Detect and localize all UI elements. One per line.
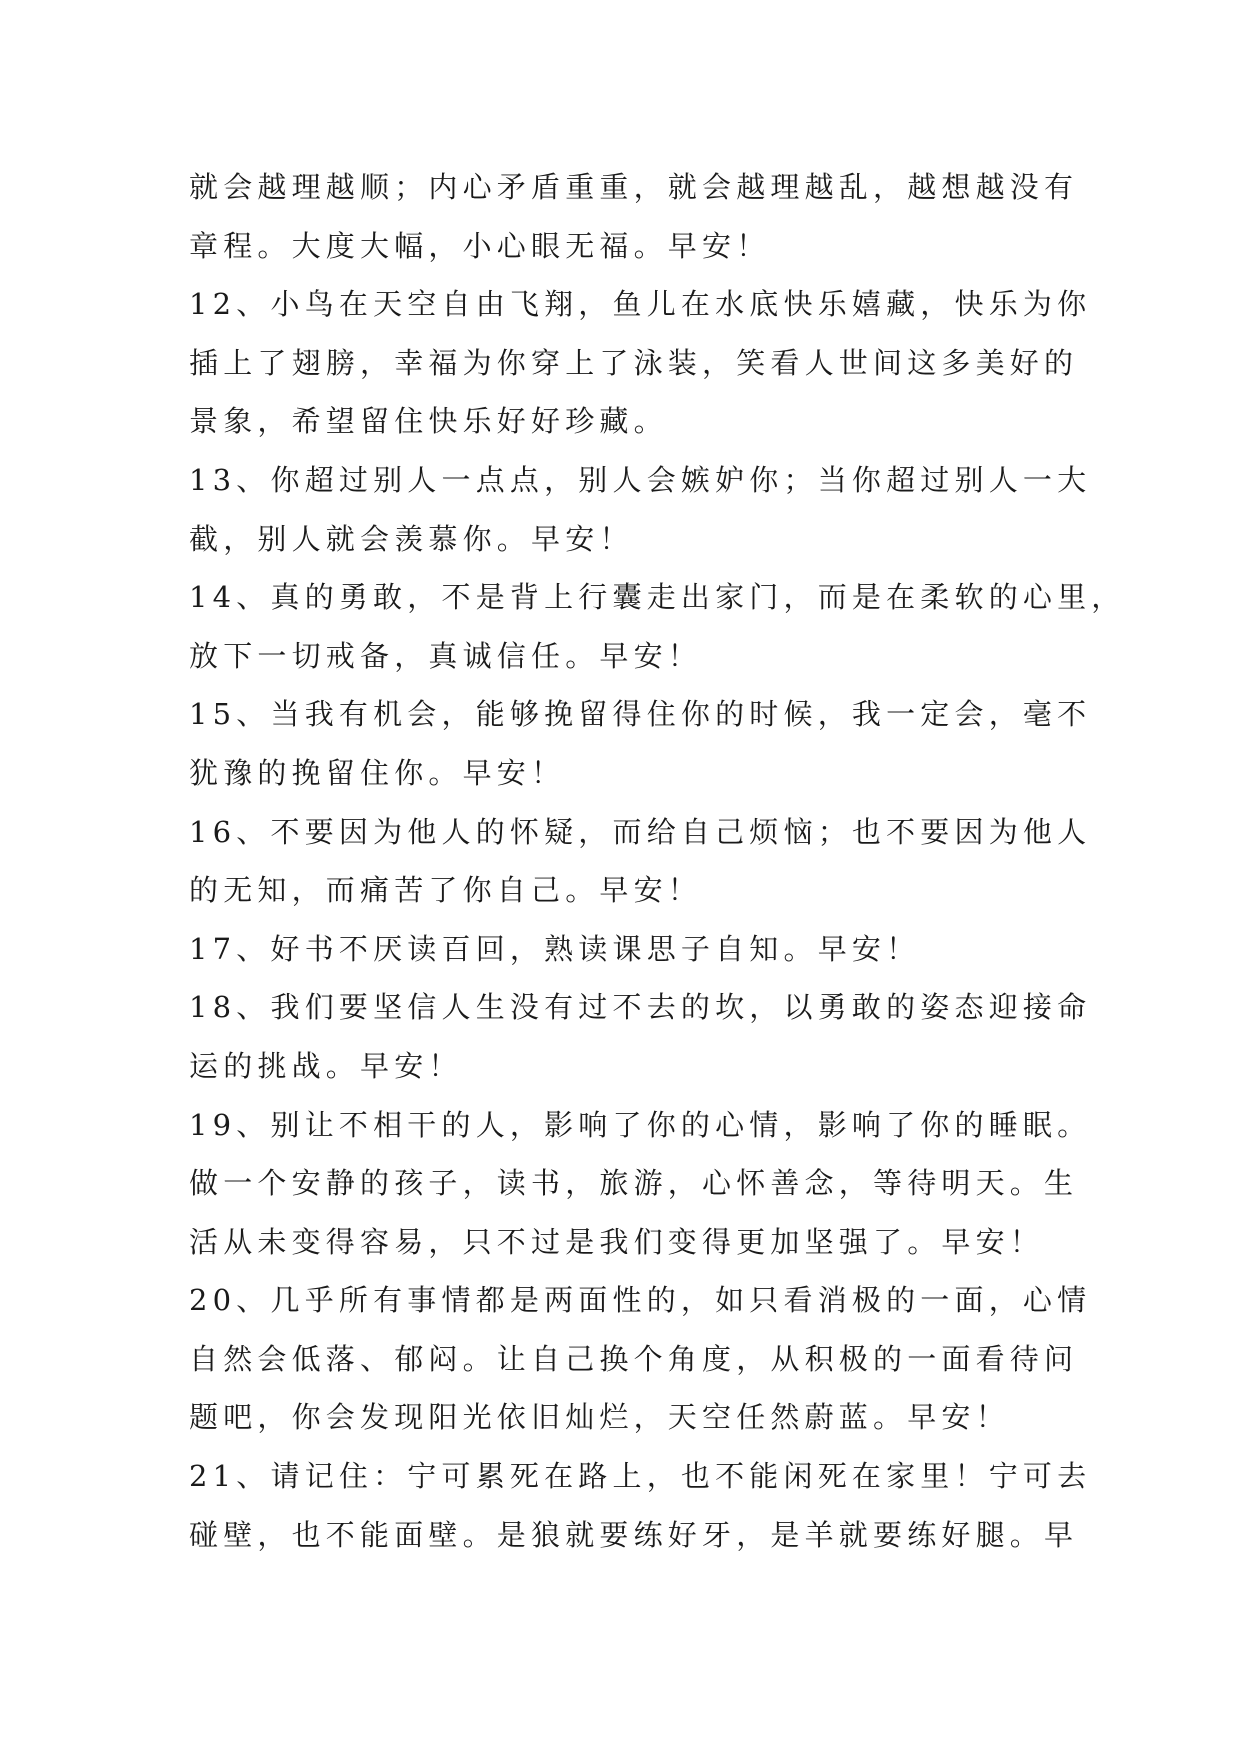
text-line: 插上了翅膀，幸福为你穿上了泳装，笑看人世间这多美好的 xyxy=(189,345,1079,380)
text-line: 的无知，而痛苦了你自己。早安！ xyxy=(189,873,703,908)
text-line: 15、当我有机会，能够挽留得住你的时候，我一定会，毫不 xyxy=(189,697,1092,732)
text-line: 13、你超过别人一点点，别人会嫉妒你；当你超过别人一大 xyxy=(189,462,1092,497)
text-line: 19、别让不相干的人，影响了你的心情，影响了你的睡眠。 xyxy=(189,1107,1092,1142)
text-line: 20、几乎所有事情都是两面性的，如只看消极的一面，心情 xyxy=(189,1283,1092,1318)
text-line: 景象，希望留住快乐好好珍藏。 xyxy=(189,404,668,439)
text-line: 题吧，你会发现阳光依旧灿烂，天空任然蔚蓝。早安！ xyxy=(189,1400,1010,1435)
text-line: 活从未变得容易，只不过是我们变得更加坚强了。早安！ xyxy=(189,1224,1045,1259)
text-line: 截，别人就会羡慕你。早安！ xyxy=(189,521,634,556)
text-line: 运的挑战。早安！ xyxy=(189,1048,463,1083)
text-line: 做一个安静的孩子，读书，旅游，心怀善念，等待明天。生 xyxy=(189,1166,1079,1201)
text-line: 12、小鸟在天空自由飞翔，鱼儿在水底快乐嬉藏，快乐为你 xyxy=(189,287,1092,322)
text-line: 犹豫的挽留住你。早安！ xyxy=(189,755,566,790)
text-line: 章程。大度大幅，小心眼无福。早安！ xyxy=(189,228,771,263)
text-line: 14、真的勇敢，不是背上行囊走出家门，而是在柔软的心里， xyxy=(189,580,1126,615)
text-line: 21、请记住：宁可累死在路上，也不能闲死在家里！宁可去 xyxy=(189,1459,1092,1494)
text-line: 18、我们要坚信人生没有过不去的坎，以勇敢的姿态迎接命 xyxy=(189,990,1092,1025)
text-line: 就会越理越顺；内心矛盾重重，就会越理越乱，越想越没有 xyxy=(189,170,1079,204)
text-line: 碰壁，也不能面壁。是狼就要练好牙，是羊就要练好腿。早 xyxy=(189,1517,1079,1552)
text-line: 17、好书不厌读百回，熟读课思子自知。早安！ xyxy=(189,931,921,966)
body-text xyxy=(189,158,1126,1564)
text-line: 自然会低落、郁闷。让自己换个角度，从积极的一面看待问 xyxy=(189,1341,1079,1376)
text-line: 16、不要因为他人的怀疑，而给自己烦恼；也不要因为他人 xyxy=(189,814,1092,849)
text-line: 放下一切戒备，真诚信任。早安！ xyxy=(189,638,703,673)
